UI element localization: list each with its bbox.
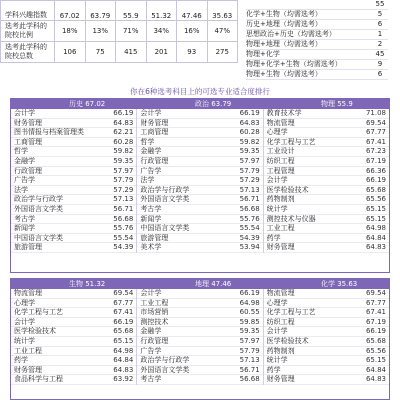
major-score: 55.76 [113, 224, 134, 233]
ranking-panel-bottom [10, 278, 390, 400]
major-score: 64.98 [365, 224, 386, 233]
major-name: 心理学 [266, 128, 288, 137]
major-row [264, 205, 389, 215]
major-name: 外国语言文学类 [14, 204, 63, 213]
major-name: 统计学 [14, 336, 35, 345]
major-name: 会计学 [266, 176, 288, 185]
major-name: 工商管理 [14, 137, 42, 146]
major-row [264, 337, 389, 347]
major-score: 66.19 [239, 109, 260, 117]
major-name: 药物制剂 [266, 346, 295, 355]
major-name: 金融学 [140, 327, 162, 336]
major-row [11, 289, 136, 299]
major-name: 广告学 [140, 346, 162, 355]
major-row [11, 195, 136, 205]
major-score: 66.19 [239, 289, 260, 297]
combo-count: 6 [372, 70, 388, 80]
major-score: 67.19 [365, 317, 386, 326]
cell: 47% [207, 21, 238, 42]
major-name: 工程管理 [266, 166, 295, 175]
cell: 13% [85, 21, 116, 42]
major-row [264, 119, 389, 129]
major-row [137, 186, 262, 196]
cell: 71% [116, 21, 147, 42]
major-name: 外国语言文学类 [140, 195, 190, 204]
major-name: 财务管理 [266, 243, 295, 252]
major-score: 64.84 [365, 365, 386, 374]
major-row [137, 128, 262, 138]
major-name: 财务管理 [14, 118, 42, 127]
major-score: 64.83 [365, 375, 386, 384]
major-score: 64.98 [113, 346, 134, 355]
combo-row [246, 50, 388, 60]
major-score: 69.54 [113, 289, 134, 297]
major-column [264, 109, 389, 253]
combo-name: 物理+生物（均需选考） [246, 70, 372, 80]
major-row [11, 234, 136, 244]
major-row [264, 234, 389, 244]
major-score: 62.21 [113, 128, 134, 137]
major-row [137, 243, 262, 253]
cell: 34% [146, 21, 177, 42]
major-row [137, 299, 262, 309]
major-row [11, 128, 136, 138]
major-row [264, 128, 389, 138]
major-name: 行政管理 [140, 156, 169, 165]
major-row [264, 186, 389, 196]
major-name: 药学 [14, 356, 28, 365]
column-title: 地理 47.46 [195, 280, 232, 288]
school-ratio-row [1, 21, 238, 42]
major-score: 65.15 [113, 336, 134, 345]
major-score: 64.83 [239, 118, 260, 127]
major-row [137, 138, 262, 148]
major-score: 64.84 [113, 356, 134, 365]
combo-count: 45 [372, 50, 388, 60]
major-row [264, 375, 389, 385]
major-row [137, 109, 262, 119]
major-score: 57.79 [239, 346, 260, 355]
major-score: 55.76 [239, 214, 260, 223]
major-name: 医学检验技术 [266, 185, 309, 194]
major-name: 测控技术 [140, 317, 169, 326]
major-row [264, 318, 389, 328]
major-score: 60.55 [239, 308, 260, 317]
ranking-panel-top [10, 98, 390, 273]
major-row [264, 356, 389, 366]
major-row [264, 327, 389, 337]
major-score: 65.56 [365, 346, 386, 355]
major-name: 政治学与行政学 [14, 195, 63, 204]
school-total-row [1, 42, 238, 63]
major-score: 65.68 [365, 185, 386, 194]
panel-body [11, 109, 389, 253]
major-score: 57.79 [113, 176, 134, 185]
major-row [264, 157, 389, 167]
major-score: 67.77 [365, 298, 386, 307]
major-score: 65.68 [113, 327, 134, 336]
major-row [11, 157, 136, 167]
major-row [264, 347, 389, 357]
panel-body [11, 289, 389, 385]
major-score: 55.54 [239, 224, 260, 233]
major-row [11, 366, 136, 376]
major-score: 60.28 [113, 137, 134, 146]
major-row [137, 337, 262, 347]
major-name: 化学工程与工艺 [14, 308, 63, 317]
major-name: 行政管理 [14, 166, 42, 175]
major-name: 物流管理 [266, 289, 295, 297]
major-score: 56.68 [239, 204, 260, 213]
major-name: 金融学 [140, 147, 162, 156]
major-row [11, 327, 136, 337]
combo-name: 物理+化学 [246, 50, 372, 60]
major-score: 65.15 [365, 204, 386, 213]
major-name: 工业设计 [266, 147, 295, 156]
column-title: 生物 51.32 [69, 280, 106, 288]
major-name: 测控技术与仪器 [266, 214, 316, 223]
major-column [11, 109, 137, 253]
interest-index-row [1, 1, 238, 21]
major-score: 64.98 [239, 298, 260, 307]
cell: 51.32 [146, 1, 177, 21]
major-name: 新闻学 [140, 214, 162, 223]
major-name: 财务管理 [14, 365, 42, 374]
major-row [11, 109, 136, 119]
major-row [11, 337, 136, 347]
row-label: 学科兴趣指数 [1, 1, 55, 21]
major-name: 会计学 [140, 289, 162, 297]
major-name: 旅游管理 [14, 243, 42, 252]
combo-row [246, 30, 388, 40]
major-name: 哲学 [140, 137, 155, 146]
major-name: 法学 [14, 185, 28, 194]
combo-count: 2 [372, 40, 388, 50]
major-score: 66.19 [365, 176, 386, 185]
column-title: 政治 63.79 [195, 100, 232, 108]
cell: 106 [55, 42, 86, 63]
major-row [137, 157, 262, 167]
subject-stats-table [0, 0, 238, 63]
major-score: 57.13 [239, 356, 260, 365]
column-title: 历史 67.02 [69, 100, 106, 108]
combo-count: 5 [372, 10, 388, 20]
combo-count: 55 [372, 0, 388, 10]
combo-count: 1 [372, 30, 388, 40]
major-name: 金融学 [14, 156, 35, 165]
major-name: 工业工程 [140, 298, 169, 307]
major-name: 药学 [266, 365, 281, 374]
major-score: 65.15 [365, 356, 386, 365]
major-name: 广告学 [14, 176, 35, 185]
major-score: 71.08 [365, 109, 386, 117]
major-name: 考古学 [140, 204, 162, 213]
major-score: 69.54 [365, 118, 386, 127]
major-row [137, 205, 262, 215]
major-name: 外国语言文学类 [140, 365, 190, 374]
major-name: 心理学 [266, 298, 288, 307]
major-score: 59.82 [239, 137, 260, 146]
major-score: 67.41 [365, 308, 386, 317]
combo-row [246, 40, 388, 50]
major-row [137, 375, 262, 385]
major-score: 56.71 [239, 195, 260, 204]
major-row [11, 347, 136, 357]
major-row [137, 327, 262, 337]
major-score: 65.68 [365, 336, 386, 345]
major-name: 中国语言文学类 [14, 233, 63, 242]
major-score: 66.19 [113, 109, 134, 117]
major-row [11, 186, 136, 196]
cell: 275 [207, 42, 238, 63]
major-name: 医学检验技术 [266, 336, 309, 345]
major-score: 59.85 [239, 317, 260, 326]
major-row [264, 147, 389, 157]
major-row [11, 147, 136, 157]
major-row [11, 375, 136, 385]
major-name: 财务管理 [266, 375, 295, 384]
major-score: 53.94 [239, 243, 260, 252]
major-row [264, 299, 389, 309]
major-name: 中国语言文学类 [140, 224, 190, 233]
major-name: 统计学 [266, 204, 288, 213]
column-title: 物理 55.9 [321, 100, 353, 108]
major-row [11, 215, 136, 225]
major-column [137, 289, 263, 385]
combo-row [246, 70, 388, 80]
major-row [11, 308, 136, 318]
major-score: 66.19 [365, 327, 386, 336]
combo-name [246, 0, 372, 10]
combo-name: 物理+化学+生物（均需选考） [246, 60, 372, 70]
major-row [137, 318, 262, 328]
subject-combo-list [246, 0, 388, 80]
major-score: 57.97 [113, 166, 134, 175]
row-label: 选考此学科的院校总数 [1, 42, 55, 63]
major-row [137, 347, 262, 357]
combo-row [246, 20, 388, 30]
combo-name: 化学+生物（均需选考） [246, 10, 372, 20]
major-row [264, 138, 389, 148]
major-row [137, 215, 262, 225]
major-name: 会计学 [14, 109, 35, 117]
major-score: 56.71 [113, 204, 134, 213]
major-row [11, 356, 136, 366]
major-score: 67.77 [113, 298, 134, 307]
major-score: 59.35 [113, 156, 134, 165]
major-name: 纺织工程 [266, 317, 295, 326]
major-row [264, 243, 389, 253]
major-score: 69.54 [365, 289, 386, 297]
major-score: 57.13 [239, 185, 260, 194]
major-score: 67.41 [365, 137, 386, 146]
major-name: 食品科学与工程 [14, 375, 63, 384]
cell: 93 [177, 42, 208, 63]
major-row [264, 195, 389, 205]
major-score: 56.71 [239, 365, 260, 374]
major-name: 新闻学 [14, 224, 35, 233]
major-row [264, 366, 389, 376]
major-name: 行政管理 [140, 336, 169, 345]
major-name: 药物制剂 [266, 195, 295, 204]
major-row [11, 176, 136, 186]
major-row [264, 167, 389, 177]
major-row [137, 195, 262, 205]
major-score: 59.35 [239, 327, 260, 336]
combo-count: 9 [372, 60, 388, 70]
major-name: 物流管理 [266, 118, 295, 127]
ranking-title: 你在6种选考科目上的可选专业适合度排行 [130, 87, 270, 96]
major-name: 旅游管理 [140, 233, 169, 242]
major-name: 政治学与行政学 [140, 185, 190, 194]
major-name: 政治学与行政学 [140, 356, 190, 365]
major-row [11, 243, 136, 253]
major-name: 医学检验技术 [14, 327, 56, 336]
major-score: 67.19 [365, 156, 386, 165]
major-row [137, 356, 262, 366]
major-name: 工业工程 [266, 224, 295, 233]
major-row [11, 167, 136, 177]
major-score: 64.84 [365, 233, 386, 242]
major-row [11, 138, 136, 148]
major-row [137, 119, 262, 129]
major-row [11, 318, 136, 328]
cell: 55.9 [116, 1, 147, 21]
major-row [137, 366, 262, 376]
major-row [137, 308, 262, 318]
major-row [11, 205, 136, 215]
combo-row [246, 10, 388, 20]
major-row [264, 224, 389, 234]
major-score: 57.97 [239, 156, 260, 165]
major-score: 59.82 [113, 147, 134, 156]
major-score: 65.15 [365, 214, 386, 223]
major-score: 67.23 [365, 147, 386, 156]
major-row [11, 224, 136, 234]
major-name: 哲学 [14, 147, 28, 156]
cell: 47.46 [177, 1, 208, 21]
major-name: 会计学 [140, 109, 162, 117]
major-score: 57.13 [113, 195, 134, 204]
combo-count: 6 [372, 20, 388, 30]
major-name: 考古学 [140, 375, 162, 384]
major-score: 60.28 [239, 128, 260, 137]
major-score: 54.39 [239, 233, 260, 242]
major-name: 工业工程 [14, 346, 42, 355]
panel-header [11, 99, 389, 109]
panel-header [11, 279, 389, 289]
major-row [137, 167, 262, 177]
major-score: 55.54 [113, 233, 134, 242]
combo-row [246, 0, 388, 10]
major-name: 广告学 [140, 166, 162, 175]
major-score: 56.68 [113, 214, 134, 223]
major-row [137, 147, 262, 157]
major-score: 64.83 [365, 243, 386, 252]
cell: 201 [146, 42, 177, 63]
major-row [137, 224, 262, 234]
combo-name: 思想政治+历史（均需选考） [246, 30, 372, 40]
row-label: 选考此学科的院校比例 [1, 21, 55, 42]
major-score: 66.36 [365, 166, 386, 175]
major-score: 67.77 [365, 128, 386, 137]
major-score: 64.83 [113, 118, 134, 127]
major-name: 工商管理 [140, 128, 169, 137]
major-row [137, 289, 262, 299]
major-name: 财务管理 [140, 118, 169, 127]
major-score: 67.41 [113, 308, 134, 317]
major-row [264, 109, 389, 119]
major-column [264, 289, 389, 385]
major-row [11, 119, 136, 129]
major-row [264, 308, 389, 318]
major-score: 57.29 [239, 176, 260, 185]
cell: 16% [177, 21, 208, 42]
major-name: 会计学 [14, 317, 35, 326]
major-score: 57.97 [239, 336, 260, 345]
major-name: 化学工程与工艺 [266, 308, 316, 317]
major-score: 66.19 [113, 317, 134, 326]
column-title: 化学 35.63 [321, 280, 358, 288]
major-score: 64.83 [113, 365, 134, 374]
major-row [264, 176, 389, 186]
major-score: 63.92 [113, 375, 134, 384]
major-column [137, 109, 263, 253]
major-name: 物流管理 [14, 289, 42, 297]
major-score: 57.29 [113, 185, 134, 194]
major-name: 纺织工程 [266, 156, 295, 165]
major-row [264, 215, 389, 225]
cell: 75 [85, 42, 116, 63]
major-name: 心理学 [14, 298, 35, 307]
combo-name: 历史+地理（均需选考） [246, 20, 372, 30]
major-name: 美术学 [140, 243, 162, 252]
major-row [264, 289, 389, 299]
major-name: 图书情报与档案管理类 [14, 128, 84, 137]
major-score: 57.79 [239, 166, 260, 175]
major-score: 56.68 [239, 375, 260, 384]
major-name: 考古学 [14, 214, 35, 223]
major-row [137, 176, 262, 186]
major-score: 65.56 [365, 195, 386, 204]
cell: 63.79 [85, 1, 116, 21]
major-score: 59.35 [239, 147, 260, 156]
cell: 67.02 [55, 1, 86, 21]
major-name: 市场营销 [140, 308, 169, 317]
major-name: 统计学 [266, 356, 288, 365]
cell: 415 [116, 42, 147, 63]
major-row [11, 299, 136, 309]
major-name: 药学 [266, 233, 281, 242]
major-column [11, 289, 137, 385]
cell: 35.63 [207, 1, 238, 21]
major-score: 54.39 [113, 243, 134, 252]
major-name: 法学 [140, 176, 155, 185]
combo-row [246, 60, 388, 70]
major-name: 会计学 [266, 327, 288, 336]
major-row [137, 234, 262, 244]
major-name: 教育技术学 [266, 109, 302, 117]
major-name: 化学工程与工艺 [266, 137, 316, 146]
cell: 18% [55, 21, 86, 42]
combo-name: 物理+地理（均需选考） [246, 40, 372, 50]
